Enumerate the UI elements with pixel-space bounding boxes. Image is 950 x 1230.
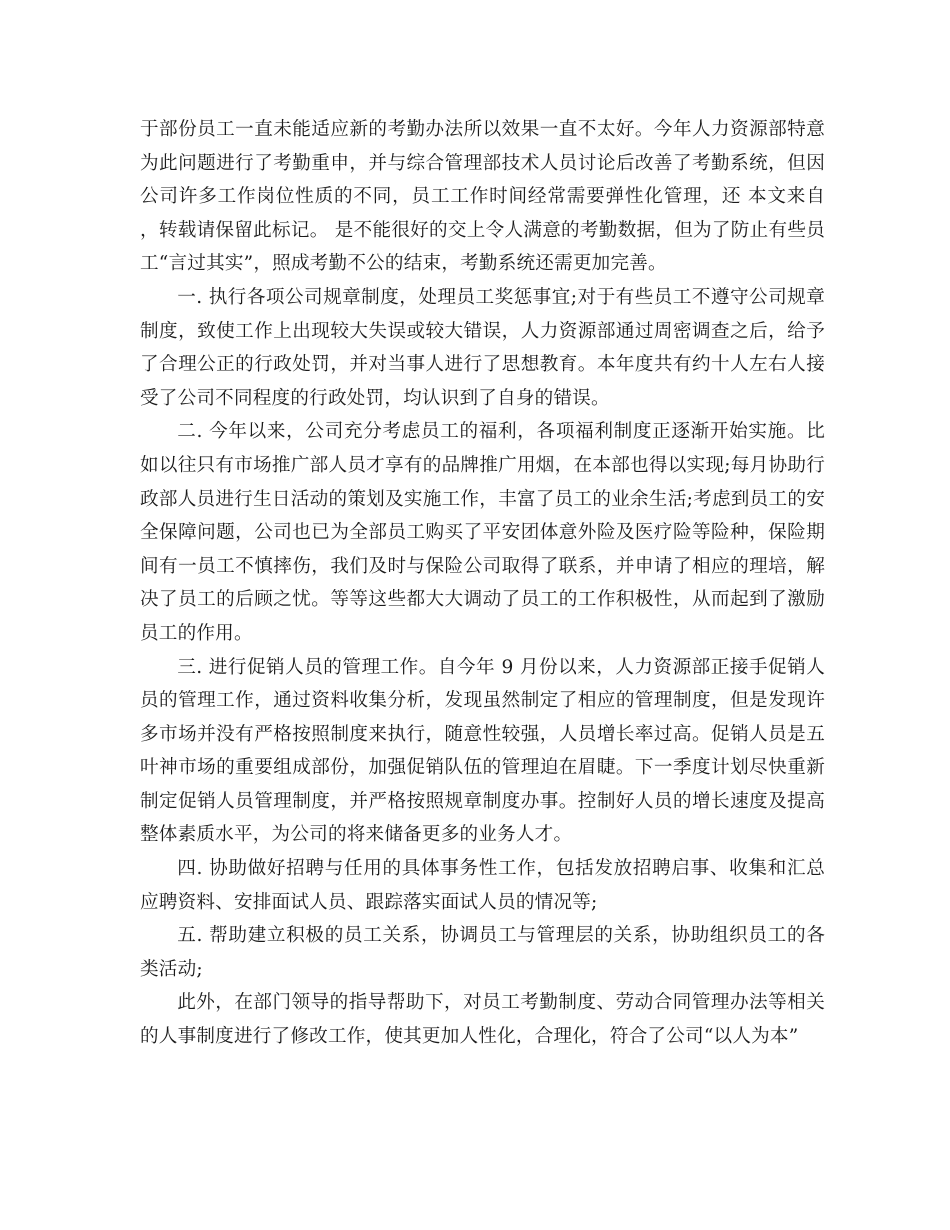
document-body [140,113,825,1054]
paragraph-item-1: 一. 执行各项公司规章制度，处理员工奖惩事宜;对于有些员工不遵守公司规章制度，致使工作上出现较大失误或较大错误，人力资源部通过周密调查之后，给予了合理公正的行政处罚，并对当事人进行了思想教育。本年度共有约十人左右人接受了公司不同程度的行政处罚，均认识到了自身的错误。 [140,286,825,409]
paragraph-item-3: 三. 进行促销人员的管理工作。自今年 9 月份以来，人力资源部正接手促销人员的管理工作，通过资料收集分析，发现虽然制定了相应的管理制度，但是发现许多市场并没有严格按照制度来执行，随意性较强，人员增长率过高。促销人员是五叶神市场的重要组成部份，加强促销队伍的管理迫在眉睫。下一季度计划尽快重新制定促销人员管理制度，并严格按照规章制度办事。控制好人员的增长速度及提高整体素质水平，为公司的将来储备更多的业务人才。 [140,656,825,846]
paragraph-intro-continued: 于部份员工一直未能适应新的考勤办法所以效果一直不太好。今年人力资源部特意为此问题进行了考勤重申，并与综合管理部技术人员讨论后改善了考勤系统，但因公司许多工作岗位性质的不同，员工工作时间经常需要弹性化管理，还 本文来自 ，转载请保留此标记。 是不能很好的交上令人满意的考勤数据，但为了防止有些员工“言过其实”，照成考勤不公的结束，考勤系统还需更加完善。 [140,119,825,275]
paragraph-closing: 此外，在部门领导的指导帮助下，对员工考勤制度、劳动合同管理办法等相关的人事制度进行了修改工作，使其更加人性化，合理化，符合了公司“以人为本” [140,992,825,1048]
paragraph-item-2: 二. 今年以来，公司充分考虑员工的福利，各项福利制度正逐渐开始实施。比如以往只有市场推广部人员才享有的品牌推广用烟，在本部也得以实现;每月协助行政部人员进行生日活动的策划及实施工作，丰富了员工的业余生活;考虑到员工的安全保障问题，公司也已为全部员工购买了平安团体意外险及医疗险等险种，保险期间有一员工不慎摔伤，我们及时与保险公司取得了联系，并申请了相应的理培，解决了员工的后顾之忧。等等这些都大大调动了员工的工作积极性，从而起到了激励员工的作用。 [140,421,825,644]
paragraph-item-4: 四. 协助做好招聘与任用的具体事务性工作，包括发放招聘启事、收集和汇总应聘资料、安排面试人员、跟踪落实面试人员的情况等; [140,858,825,913]
paragraph-item-5: 五. 帮助建立积极的员工关系，协调员工与管理层的关系，协助组织员工的各类活动; [140,925,825,980]
